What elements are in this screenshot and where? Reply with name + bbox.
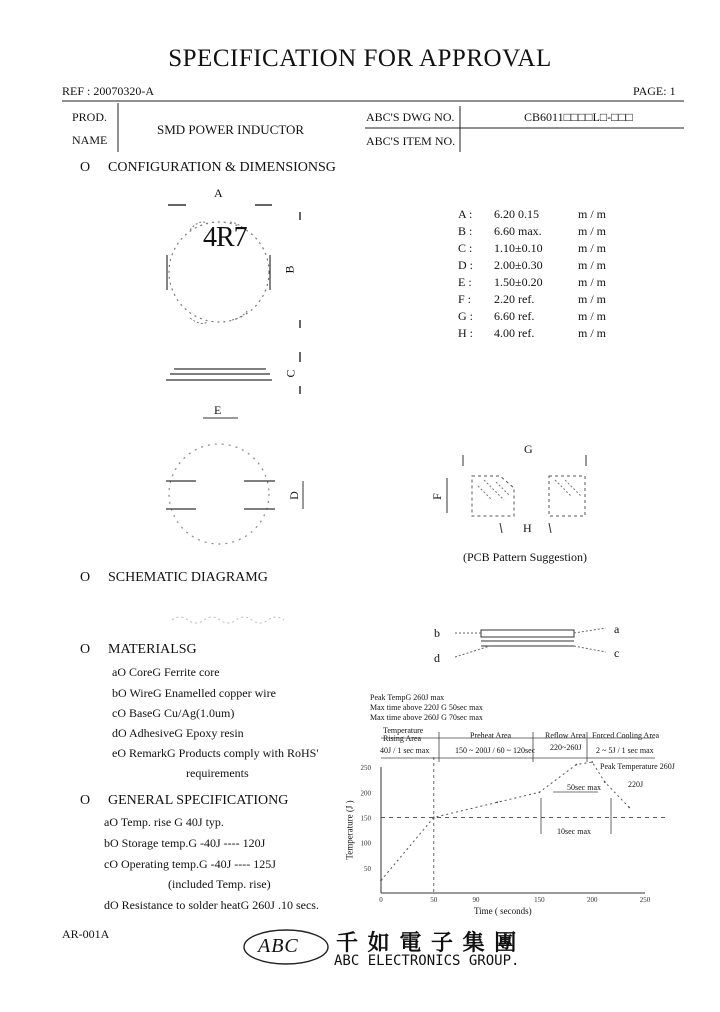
chart-x-tick-label: 90 bbox=[472, 896, 480, 904]
dim-value: 2.20 ref. bbox=[494, 292, 535, 306]
prod-label: PROD. bbox=[72, 110, 108, 124]
dim-value: 1.50±0.20 bbox=[494, 275, 543, 289]
chart-y-tick-label: 150 bbox=[360, 814, 371, 823]
spec-item: aO Temp. rise G 40J typ. bbox=[104, 815, 224, 829]
dim-key: H : bbox=[458, 326, 473, 340]
material-item: eO RemarkG Products comply with RoHS' bbox=[112, 746, 319, 760]
chart-y-tick-label: 250 bbox=[360, 764, 371, 773]
chart-annotation: 220J bbox=[628, 780, 644, 789]
chart-x-tick-label: 200 bbox=[586, 896, 598, 904]
materials-heading: MATERIALSG bbox=[108, 642, 197, 657]
dim-unit: m / m bbox=[578, 241, 607, 255]
part-marking: 4R7 bbox=[203, 222, 247, 253]
general-heading: GENERAL SPECIFICATIONG bbox=[108, 793, 289, 808]
chart-y-tick-label: 50 bbox=[364, 864, 371, 873]
chart-y-tick-label: 200 bbox=[360, 789, 371, 798]
chart-ylabel: Temperature (J ) bbox=[344, 800, 355, 860]
material-item: requirements bbox=[186, 766, 249, 780]
dim-label-f: F bbox=[429, 493, 444, 500]
chart-annotation: 50sec max bbox=[567, 783, 601, 792]
spec-item: (included Temp. rise) bbox=[168, 877, 271, 891]
chart-zone: Reflow Area bbox=[545, 731, 586, 740]
dim-unit: m / m bbox=[578, 224, 607, 238]
dim-unit: m / m bbox=[578, 326, 607, 340]
dim-key: D : bbox=[458, 258, 473, 272]
config-bullet: O bbox=[80, 160, 91, 175]
dim-key: C : bbox=[458, 241, 473, 255]
dim-unit: m / m bbox=[578, 258, 607, 272]
dim-label-c: C bbox=[283, 369, 298, 378]
chart-zone-note: 2 ~ 5J / 1 sec max bbox=[596, 746, 654, 755]
company-chinese-name: 千 如 電 子 集 團 bbox=[336, 931, 518, 956]
chart-xlabel: Time ( seconds) bbox=[474, 906, 532, 916]
config-heading: CONFIGURATION & DIMENSIONSG bbox=[108, 160, 336, 175]
dim-key: B : bbox=[458, 224, 473, 238]
logo-text: ABC bbox=[258, 935, 299, 957]
schematic-callout: d bbox=[434, 651, 440, 665]
dim-unit: m / m bbox=[578, 309, 607, 323]
company-english-name: ABC ELECTRONICS GROUP. bbox=[334, 953, 520, 969]
schematic-callout: c bbox=[614, 646, 620, 660]
dim-label-b: B bbox=[282, 265, 297, 274]
chart-zone: Forced Cooling Area bbox=[592, 731, 660, 740]
dim-unit: m / m bbox=[578, 207, 607, 221]
dim-label-e: E bbox=[214, 403, 222, 417]
spec-item: bO Storage temp.G -40J ---- 120J bbox=[104, 836, 266, 850]
item-label: ABC'S ITEM NO. bbox=[366, 134, 456, 148]
chart-zone-note: 40J / 1 sec max bbox=[380, 746, 430, 755]
dim-value: 6.20 0.15 bbox=[494, 207, 539, 221]
dim-value: 1.10±0.10 bbox=[494, 241, 543, 255]
chart-zone: Temperature Rising Area bbox=[383, 726, 424, 743]
chart-note: Max time above 260J G 70sec max bbox=[370, 713, 483, 722]
dim-value: 2.00±0.30 bbox=[494, 258, 543, 272]
chart-x-tick-label: 0 bbox=[379, 896, 383, 904]
dwg-label: ABC'S DWG NO. bbox=[366, 110, 455, 124]
product-name: SMD POWER INDUCTOR bbox=[157, 122, 305, 137]
page-number: PAGE: 1 bbox=[633, 84, 676, 98]
chart-title: Peak TempG 260J max bbox=[370, 693, 445, 702]
dim-key: G : bbox=[458, 309, 473, 323]
dim-label-h: H bbox=[523, 521, 532, 535]
chart-zone-note: 220~260J bbox=[550, 743, 582, 752]
material-item: dO AdhesiveG Epoxy resin bbox=[112, 726, 244, 740]
pcb-caption: (PCB Pattern Suggestion) bbox=[463, 550, 588, 564]
page-title: SPECIFICATION FOR APPROVAL bbox=[168, 45, 552, 72]
spec-item: dO Resistance to solder heatG 260J .10 secs. bbox=[104, 898, 319, 912]
dim-label-g: G bbox=[524, 442, 533, 456]
dim-key: A : bbox=[458, 207, 473, 221]
chart-x-tick-label: 150 bbox=[534, 896, 545, 904]
schematic-callout: b bbox=[434, 626, 440, 640]
dwg-value: CB6011□□□□L□-□□□ bbox=[524, 110, 633, 124]
schematic-bullet: O bbox=[80, 570, 91, 585]
dim-value: 4.00 ref. bbox=[494, 326, 535, 340]
dim-label-d: D bbox=[286, 491, 301, 500]
name-label: NAME bbox=[72, 133, 108, 147]
schematic-heading: SCHEMATIC DIAGRAMG bbox=[108, 570, 268, 585]
material-item: cO BaseG Cu/Ag(1.0um) bbox=[112, 706, 235, 720]
spec-item: cO Operating temp.G -40J ---- 125J bbox=[104, 857, 276, 871]
chart-annotation: Peak Temperature 260J bbox=[600, 762, 675, 771]
dim-unit: m / m bbox=[578, 275, 607, 289]
schematic-callout: a bbox=[614, 622, 620, 636]
chart-note: Max time above 220J G 50sec max bbox=[370, 703, 483, 712]
chart-x-tick-label: 250 bbox=[639, 896, 651, 904]
dim-key: F : bbox=[458, 292, 472, 306]
material-item: aO CoreG Ferrite core bbox=[112, 665, 220, 679]
chart-annotation: 10sec max bbox=[557, 827, 591, 836]
chart-zone-note: 150 ~ 200J / 60 ~ 120sec bbox=[455, 746, 536, 755]
form-code: AR-001A bbox=[62, 927, 110, 941]
materials-bullet: O bbox=[80, 642, 91, 657]
chart-x-tick-label: 50 bbox=[430, 896, 438, 904]
dim-value: 6.60 ref. bbox=[494, 309, 535, 323]
dim-key: E : bbox=[458, 275, 472, 289]
dim-label-a: A bbox=[214, 186, 223, 200]
ref-number: REF : 20070320-A bbox=[62, 84, 155, 98]
material-item: bO WireG Enamelled copper wire bbox=[112, 686, 276, 700]
dim-value: 6.60 max. bbox=[494, 224, 542, 238]
chart-y-tick-label: 100 bbox=[360, 839, 371, 848]
chart-zone: Preheat Area bbox=[470, 731, 512, 740]
dim-unit: m / m bbox=[578, 292, 607, 306]
general-bullet: O bbox=[80, 793, 91, 808]
